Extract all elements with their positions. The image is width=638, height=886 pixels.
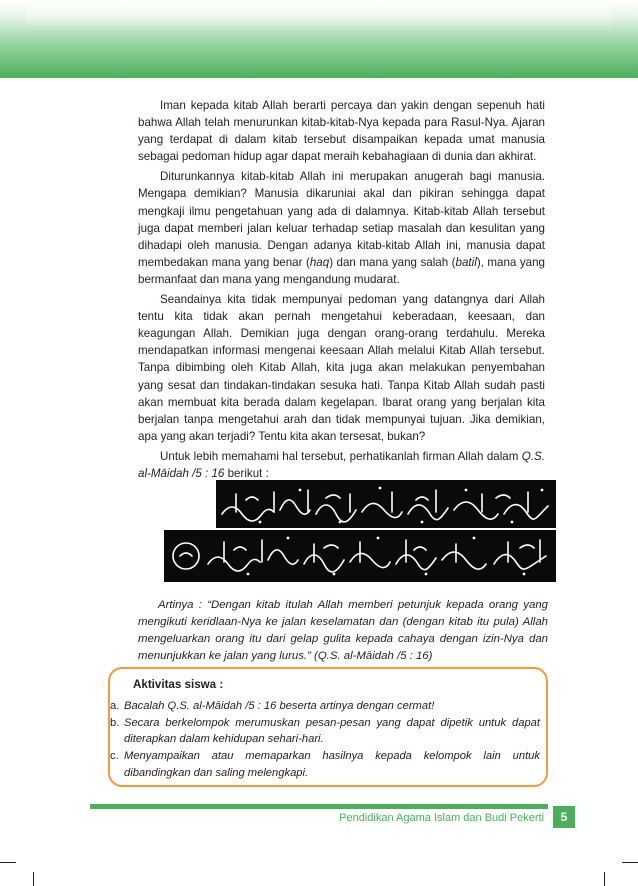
crop-mark — [622, 862, 638, 863]
list-marker: c. — [110, 750, 119, 763]
list-item — [110, 698, 540, 715]
translation-text: Artinya : “Dengan kitab itulah Allah memberi petunjuk kepada orang yang mengikuti keridlaan-Nya ke jalan keselamatan dan (dengan kitab itu pula) Allah mengeluarkan orang itu dari gelap gulita kepada cahaya dengan izin-Nya dan menunjukkan ke jalan yang lurus.” (Q.S. al-Māidah /5 : 16) — [138, 599, 548, 662]
footer-divider — [90, 804, 548, 809]
paragraph-2 — [138, 168, 545, 288]
arabic-verse-image — [164, 530, 556, 582]
crop-mark — [604, 872, 605, 886]
body-text — [138, 97, 545, 485]
paragraph-3: Seandainya kita tidak mempunyai pedoman yang datangnya dari Allah tentu kita tidak akan pernah mengetahui keberadaan, keesaan, dan keagungan Allah. Demikian juga dengan orang-orang terdahulu. Mereka mendapatkan informasi mengenai keesaan Allah melalui Kitab Allah tersebut. Tanpa dibimbing oleh Kitab Allah, kita juga akan melakukan penyembahan yang sesat dan tindakan-tindakan sesuka hati. Tanpa Kitab Allah sudah pasti akan membuat kita berada dalam kegelapan. Ibarat orang yang berjalan kita berjalan tanpa mengetahui arah dan tidak mempunyai tujuan. Jika demikian, apa yang akan terjadi? Tentu kita akan tersesat, bukan? — [138, 293, 545, 443]
activity-list — [110, 698, 540, 782]
paragraph-1: Iman kepada kitab Allah berarti percaya dan yakin dengan sepenuh hati bahwa Allah telah menurunkan kitab-kitab-Nya kepada para Rasul-Nya. Ajaran yang terdapat di dalam kitab tersebut disampaikan kepada umat manusia sebagai pedoman hidup agar dapat meraih kebahagiaan di dunia dan akhirat. — [138, 99, 545, 164]
list-item — [110, 748, 540, 781]
term-batil: batil — [455, 255, 477, 269]
list-item-text: Menyampaikan atau memaparkan hasilnya kepada kelompok lain untuk dibandingkan dan saling melengkapi. — [124, 750, 540, 779]
header-band — [0, 0, 638, 78]
paragraph-4-part: berikut : — [224, 466, 269, 480]
list-item-text: Secara berkelompok merumuskan pesan-pesan yang dapat dipetik untuk dapat diterapkan dalam kehidupan sehari-hari. — [124, 716, 540, 746]
surah-reference: Q.S. al-Māidah /5 : 16 — [138, 449, 545, 480]
crop-mark — [33, 872, 34, 886]
list-item-text: Bacalah Q.S. al-Māidah /5 : 16 beserta artinya dengan cermat! — [124, 700, 435, 712]
list-marker: b. — [110, 716, 120, 729]
paragraph-2-part: ), mana yang bermanfaat dan mana yang mengandung mudarat. — [138, 255, 546, 286]
list-item — [110, 715, 540, 748]
crop-mark — [0, 862, 16, 863]
paragraph-2-part: Diturunkannya kitab-kitab Allah ini merupakan anugerah bagi manusia. Mengapa demikian? Manusia dikaruniai akal dan pikiran sehingga dapat mengkaji ilmu pengetahuan yang ada di dalamnya. Kitab-kitab Allah tersebut juga dapat memberi jalan keluar terhadap setiap masalah dan kesulitan yang dihadapi oleh manusia. Dengan adanya kitab-kitab Allah ini, manusia dapat membedakan mana yang benar ( — [138, 170, 545, 269]
arabic-verse-image — [216, 480, 556, 528]
paragraph-4 — [138, 448, 545, 482]
activity-title: Aktivitas siswa : — [133, 678, 224, 691]
list-marker: a. — [110, 700, 120, 712]
verse-translation — [138, 597, 548, 665]
page-number: 5 — [553, 806, 575, 828]
book-title: Pendidikan Agama Islam dan Budi Pekerti — [339, 812, 544, 824]
header-shade — [26, 0, 612, 78]
term-haq: haq — [309, 255, 330, 269]
paragraph-2-part: ) dan mana yang salah ( — [329, 255, 456, 269]
paragraph-4-part: Untuk lebih memahami hal tersebut, perhatikanlah firman Allah dalam — [160, 449, 522, 463]
